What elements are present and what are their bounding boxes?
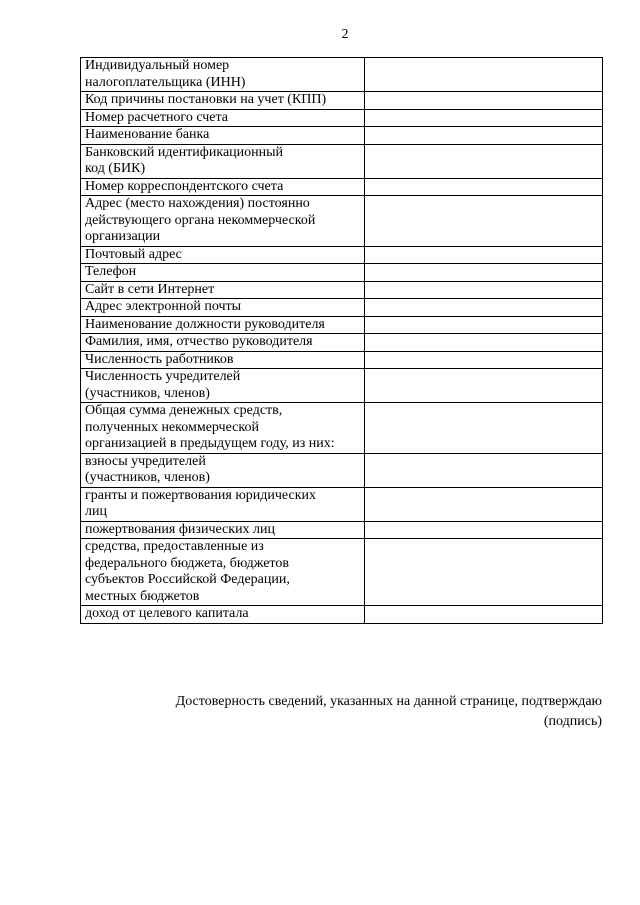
field-label: доход от целевого капитала [81, 606, 365, 624]
field-value[interactable] [365, 246, 603, 264]
field-label: Код причины постановки на учет (КПП) [81, 92, 365, 110]
field-label: Телефон [81, 264, 365, 282]
table-row [81, 281, 603, 299]
field-label: Индивидуальный номер налогоплательщика (ИНН) [81, 58, 365, 92]
field-value[interactable] [365, 299, 603, 317]
table-row [81, 196, 603, 247]
table-row [81, 92, 603, 110]
signature-label: (подпись) [543, 714, 602, 729]
field-label: Наименование банка [81, 127, 365, 145]
field-label: Номер расчетного счета [81, 109, 365, 127]
field-label: Адрес (место нахождения) постоянно действующего органа некоммерческой организации [81, 196, 365, 247]
table-row [81, 351, 603, 369]
organization-details-table [80, 57, 603, 624]
field-label: взносы учредителей (участников, членов) [81, 453, 365, 487]
field-value[interactable] [365, 109, 603, 127]
field-value[interactable] [365, 144, 603, 178]
field-label: Почтовый адрес [81, 246, 365, 264]
field-value[interactable] [365, 58, 603, 92]
table-row [81, 127, 603, 145]
field-value[interactable] [365, 403, 603, 454]
field-value[interactable] [365, 92, 603, 110]
field-label: Наименование должности руководителя [81, 316, 365, 334]
field-label: Численность работников [81, 351, 365, 369]
table-row [81, 487, 603, 521]
table-row [81, 369, 603, 403]
field-label: Адрес электронной почты [81, 299, 365, 317]
field-value[interactable] [365, 316, 603, 334]
field-value[interactable] [365, 606, 603, 624]
table-row [81, 606, 603, 624]
table-row [81, 521, 603, 539]
table-row [81, 299, 603, 317]
field-value[interactable] [365, 281, 603, 299]
table-row [81, 453, 603, 487]
field-value[interactable] [365, 334, 603, 352]
table-row [81, 334, 603, 352]
table-row [81, 109, 603, 127]
field-label: пожертвования физических лиц [81, 521, 365, 539]
table-row [81, 144, 603, 178]
field-value[interactable] [365, 369, 603, 403]
field-label: гранты и пожертвования юридических лиц [81, 487, 365, 521]
table-row [81, 264, 603, 282]
field-label: Фамилия, имя, отчество руководителя [81, 334, 365, 352]
table-row [81, 403, 603, 454]
field-label: средства, предоставленные из федерального бюджета, бюджетов субъектов Российской Федерации, местных бюджетов [81, 539, 365, 606]
field-label: Номер корреспондентского счета [81, 178, 365, 196]
field-label: Сайт в сети Интернет [81, 281, 365, 299]
field-value[interactable] [365, 351, 603, 369]
field-value[interactable] [365, 521, 603, 539]
table-row [81, 539, 603, 606]
field-value[interactable] [365, 178, 603, 196]
field-value[interactable] [365, 539, 603, 606]
field-value[interactable] [365, 487, 603, 521]
table-row [81, 178, 603, 196]
field-label: Банковский идентификационный код (БИК) [81, 144, 365, 178]
table-row [81, 58, 603, 92]
page-number: 2 [341, 27, 349, 42]
field-value[interactable] [365, 453, 603, 487]
field-value[interactable] [365, 264, 603, 282]
field-label: Численность учредителей (участников, членов) [81, 369, 365, 403]
field-value[interactable] [365, 127, 603, 145]
table-row [81, 316, 603, 334]
field-label: Общая сумма денежных средств, полученных некоммерческой организацией в предыдущем году, из них: [81, 403, 365, 454]
confirmation-statement: Достоверность сведений, указанных на данной странице, подтверждаю [175, 694, 602, 709]
table-row [81, 246, 603, 264]
field-value[interactable] [365, 196, 603, 247]
